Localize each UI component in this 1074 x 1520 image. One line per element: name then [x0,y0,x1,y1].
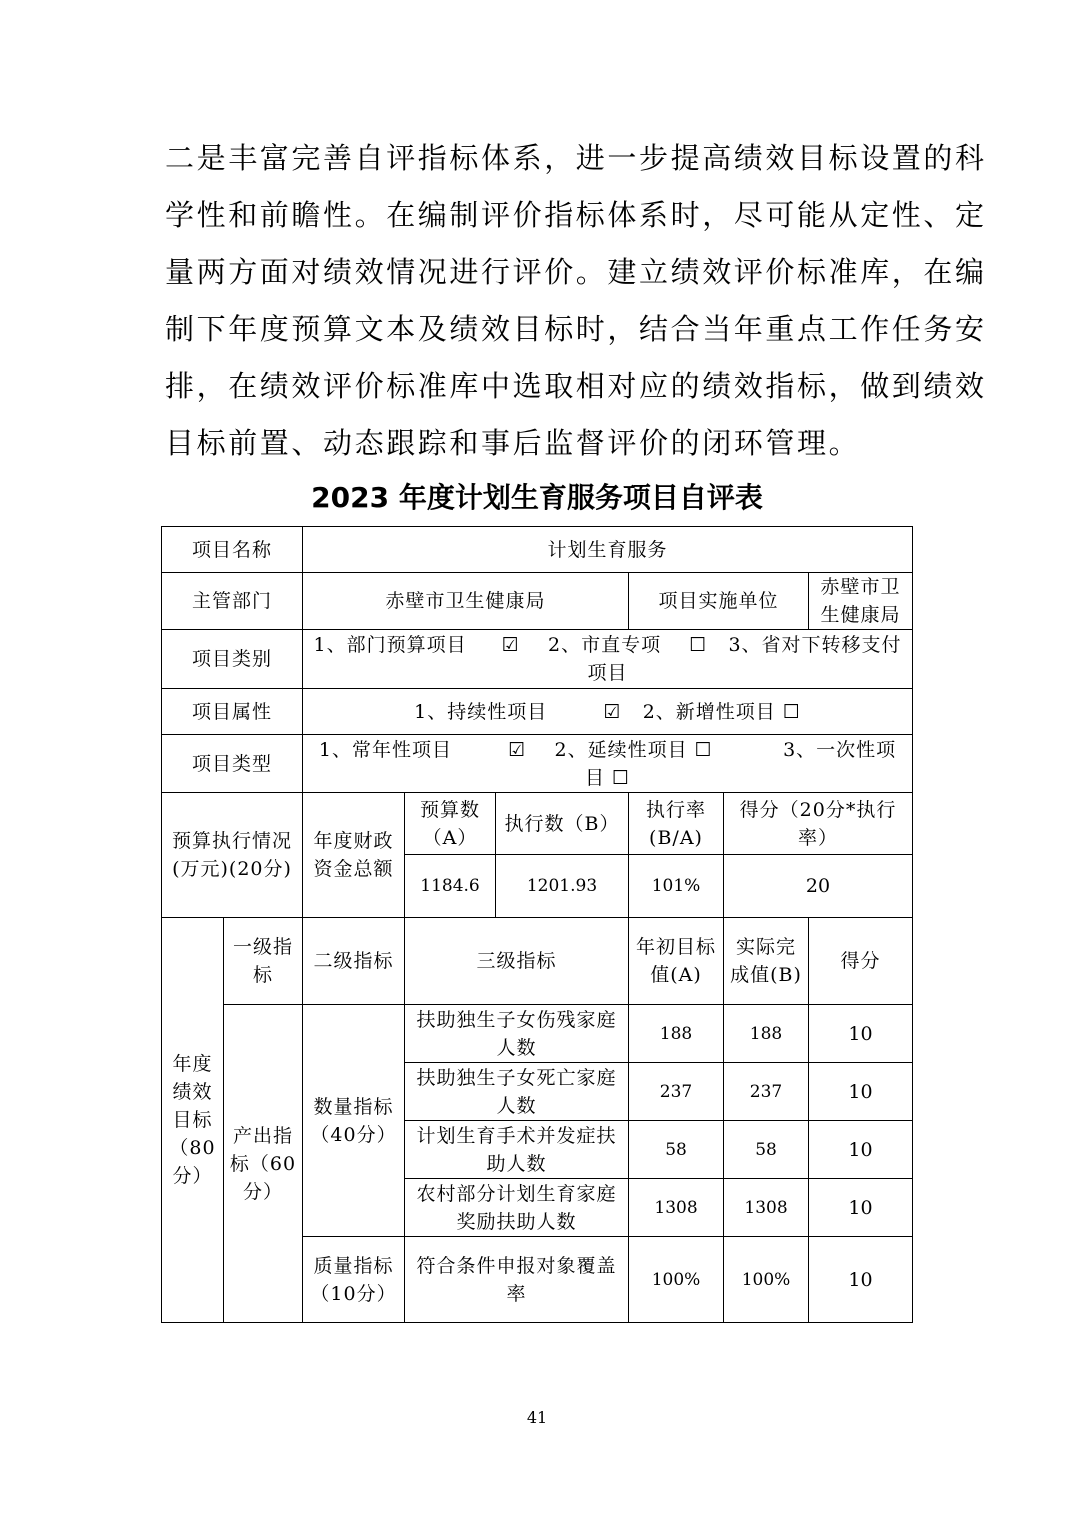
checkbox-checked-icon: ☑ [501,634,520,656]
body-paragraph [165,130,987,472]
project-name-label: 项目名称 [162,527,303,573]
budget-a-header: 预算数（A） [405,793,496,855]
table-row [162,689,913,735]
category-option-2: 2、市直专项 [548,634,662,656]
paragraph-line: 二是丰富完善自评指标体系，进一步提高绩效目标设置的科 [165,141,987,175]
type-option-1: 1、常年性项目 [318,738,452,761]
self-evaluation-table [161,526,913,1323]
paragraph-line: 制下年度预算文本及绩效目标时，结合当年重点工作任务安 [165,312,987,346]
indicator-name: 扶助独生子女死亡家庭人数 [405,1063,629,1121]
actual-header: 实际完成值(B) [724,918,809,1005]
score-value: 10 [809,1005,913,1063]
budget-execution-label: 预算执行情况(万元)(20分) [162,793,303,918]
exec-b-header: 执行数（B） [496,793,629,855]
project-name-value: 计划生育服务 [303,527,913,573]
paragraph-line: 学性和前瞻性。在编制评价指标体系时，尽可能从定性、定 [165,198,987,232]
attribute-option-1: 1、持续性项目 [414,700,548,723]
dept-value: 赤壁市卫生健康局 [303,573,629,630]
dept-label: 主管部门 [162,573,303,630]
type-label: 项目类型 [162,735,303,793]
attribute-option-2: 2、新增性项目 [642,700,776,723]
target-value: 100% [629,1237,724,1323]
table-row [162,793,913,855]
checkbox-empty-icon: ☐ [612,766,631,789]
paragraph-line: 目标前置、动态跟踪和事后监督评价的闭环管理。 [165,426,861,460]
output-indicator-label: 产出指标（60分） [224,1005,303,1323]
indicator-name: 计划生育手术并发症扶助人数 [405,1121,629,1179]
target-value: 1308 [629,1179,724,1237]
table-title: 2023 年度计划生育服务项目自评表 [311,481,763,514]
paragraph-line: 排，在绩效评价标准库中选取相对应的绩效指标，做到绩效 [165,369,987,403]
attribute-options [303,689,913,735]
actual-value: 237 [724,1063,809,1121]
type-option-3: 3、一次性项目 [584,738,897,789]
attribute-label: 项目属性 [162,689,303,735]
budget-a-value: 1184.6 [405,855,496,918]
paragraph-line: 量两方面对绩效情况进行评价。建立绩效评价标准库，在编 [165,255,987,289]
quality-indicator-label: 质量指标（10分） [303,1237,405,1323]
indicator-name: 符合条件申报对象覆盖率 [405,1237,629,1323]
score-value: 10 [809,1063,913,1121]
actual-value: 188 [724,1005,809,1063]
score-value: 10 [809,1179,913,1237]
actual-value: 100% [724,1237,809,1323]
annual-performance-label: 年度绩效目标（80分） [162,918,224,1323]
page-number: 41 [526,1408,548,1427]
category-option-3: 3、省对下转移支付项目 [587,634,902,684]
level3-header: 三级指标 [405,918,629,1005]
target-value: 237 [629,1063,724,1121]
type-options [303,735,913,793]
level2-header: 二级指标 [303,918,405,1005]
table-row [162,1005,913,1063]
table-row [162,918,913,1005]
target-value: 188 [629,1005,724,1063]
table-row [162,573,913,630]
indicator-name: 扶助独生子女伤残家庭人数 [405,1005,629,1063]
actual-value: 1308 [724,1179,809,1237]
checkbox-empty-icon: ☐ [694,738,713,761]
category-options [303,630,913,689]
budget-score-value: 20 [724,855,913,918]
type-option-2: 2、延续性项目 [554,738,688,761]
exec-b-value: 1201.93 [496,855,629,918]
actual-value: 58 [724,1121,809,1179]
table-row [162,735,913,793]
exec-rate-header: 执行率(B/A) [629,793,724,855]
target-value: 58 [629,1121,724,1179]
fiscal-total-label: 年度财政资金总额 [303,793,405,918]
score-value: 10 [809,1121,913,1179]
impl-unit-value: 赤壁市卫生健康局 [809,573,913,630]
table-row [162,630,913,689]
exec-rate-value: 101% [629,855,724,918]
quantity-indicator-label: 数量指标（40分） [303,1005,405,1237]
category-label: 项目类别 [162,630,303,689]
checkbox-empty-icon: ☐ [689,634,708,656]
table-row [162,527,913,573]
target-header: 年初目标值(A) [629,918,724,1005]
category-option-1: 1、部门预算项目 [313,634,467,656]
score-value: 10 [809,1237,913,1323]
score-header: 得分 [809,918,913,1005]
checkbox-checked-icon: ☑ [603,700,622,723]
checkbox-checked-icon: ☑ [508,738,527,761]
indicator-name: 农村部分计划生育家庭奖励扶助人数 [405,1179,629,1237]
level1-header: 一级指标 [224,918,303,1005]
checkbox-empty-icon: ☐ [782,700,801,723]
budget-score-header: 得分（20分*执行率） [724,793,913,855]
impl-unit-label: 项目实施单位 [629,573,809,630]
